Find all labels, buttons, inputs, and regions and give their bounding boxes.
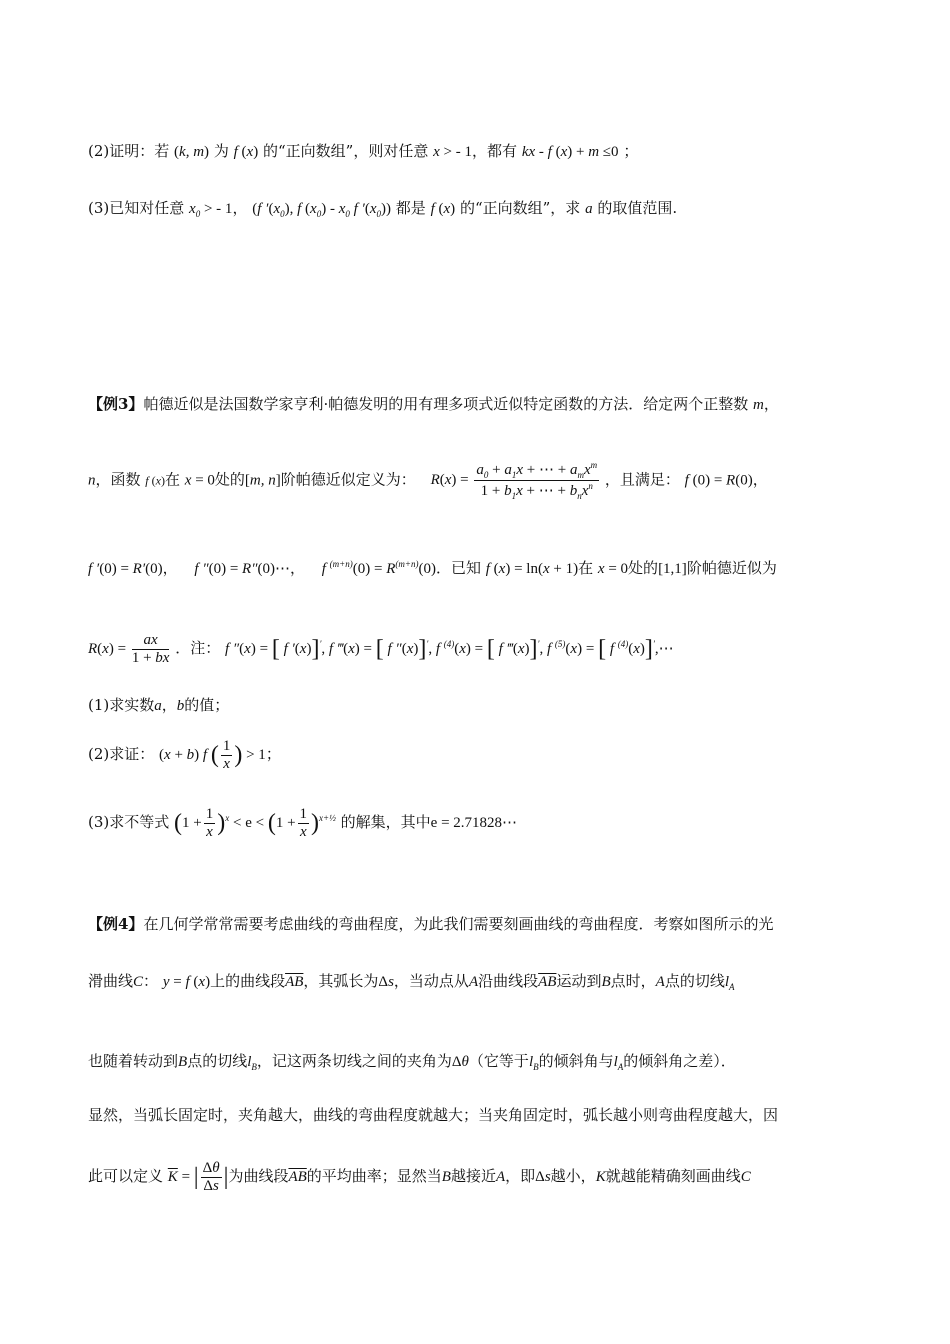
formula-n: n: [88, 472, 96, 489]
ex4-label: 【例4】: [88, 915, 144, 933]
formula-delta-theta: Δθ: [451, 1054, 469, 1070]
formula-fmn0: f $^{(m+n)}(0) = R^{(m+n)}(0)$: [321, 559, 436, 577]
ex4-line5: 此可以定义 $\overline{K}$ = | $\frac{\Delta\theta}{\Delta s}$ |为曲线段$\overline{AB}$的平均曲率；显然当B越接近A，即Δs越小，K就越能精确刻画曲线C: [88, 1160, 751, 1195]
formula-b: b: [176, 698, 185, 714]
ex3-part1: (1)求实数a，b的值；: [88, 696, 230, 714]
formula-fp0: f ′(0) = R′(0): [88, 561, 163, 577]
formula-pade-def: R(x) = $\frac{a_0 + a_1x + \cdots + a_mx^m}{1 + b_1x + \cdots + b_nx^n}$: [430, 460, 598, 502]
formula-lB: $l_B$: [247, 1054, 257, 1072]
formula-lA: $l_A$: [724, 974, 735, 992]
formula-ln: f (x) = ln(x + 1): [485, 561, 579, 577]
ex4-line2: 滑曲线C： y = f (x)上的曲线段$\overline{AB}$，其弧长为Δs，当动点从A沿曲线段$\overline{AB}$运动到B点时，A点的切线$l_A$: [88, 972, 735, 992]
formula-part3: (1 + $\frac{1}{x}$ )$^x$ < e < (1 + $\frac{1}{x}$ )$^{x+\frac{1}{2}}$: [174, 806, 336, 841]
formula-fx: f (x): [233, 144, 259, 160]
formula-x-gt-neg1: x > - 1: [433, 144, 473, 160]
formula-m: m: [753, 397, 764, 413]
formula-K-bar: $\overline{K}$ = | $\frac{\Delta\theta}{\Delta s}$ |: [167, 1160, 229, 1195]
formula-y-fx: y = f (x): [162, 974, 211, 990]
formula-x-eq-0: x = 0: [184, 472, 215, 489]
formula-Rx-approx: R(x) = $\frac{ax}{1 + bx}$: [88, 632, 170, 667]
formula-11: [1,1]: [658, 561, 687, 577]
formula-part2: (x + b) f ( $\frac{1}{x}$ ) > 1: [159, 738, 266, 773]
ex4-line1: 【例4】在几何学常常需要考虑曲线的弯曲程度，为此我们需要刻画曲线的弯曲程度．考察如图所示的光: [88, 915, 774, 933]
ex3-part3: (3)求不等式 (1 + $\frac{1}{x}$ )$^x$ < e < (1 + $\frac{1}{x}$ )$^{x+\frac{1}{2}}$ 的解集，其中e = 2.71828⋯: [88, 806, 518, 841]
formula-delta-s: Δs: [378, 974, 394, 990]
formula-pair: (f $'(x_0)$, f $(x_0) - x_0$ f $'(x_0)$): [252, 201, 391, 219]
formula-mn: [m, n]: [244, 472, 281, 489]
ex3-line1: 【例3】帕德近似是法国数学家亨利·帕德发明的用有理多项式近似特定函数的方法．给定两个正整数 m，: [88, 395, 779, 413]
ex3-line3: f ′(0) = R′(0)， f ″(0) = R″(0)⋯， f $^{(m+n)}(0) = R^{(m+n)}(0)$．已知 f (x) = ln(x + 1)在 x = 0处的[1,1]阶帕德近似为: [88, 559, 777, 577]
ex3-line2: n，函数 f (x)在 x = 0处的[m, n]阶帕德近似定义为： R(x) = $\frac{a_0 + a_1x + \cdots + a_mx^m}{1 + b_1x + \cdots + b_nx^n}$ ，且满足： f (0) = R(0)，: [88, 460, 768, 502]
formula-kx-ineq: kx - f (x) + m ≤0: [521, 144, 619, 160]
formula-fpp0: f ″(0) = R″(0)⋯: [194, 561, 290, 577]
formula-a: a: [585, 201, 593, 217]
formula-a: a: [154, 698, 162, 714]
q3-line: (3)已知对任意 $x_0$ > - 1， (f $'(x_0)$, f $(x_0) - x_0$ f $'(x_0)$) 都是 f (x) 的“正向数组”，求 a 的取值范围.: [88, 199, 678, 219]
formula-fx-small: f (x): [145, 473, 165, 488]
ex3-line4: R(x) = $\frac{ax}{1 + bx}$ ．注： f ″(x) = [ f ′(x)]′, f ‴(x) = [ f ″(x)]′, f $^{(4)}$(x) = [ f ‴(x)]′, f $^{(5)}$(x) = [ f $^{(4)}$(x)]′,⋯: [88, 632, 674, 667]
formula-fx: f (x): [430, 201, 456, 217]
e-value: e = 2.71828⋯: [430, 815, 518, 832]
formula-x0-gt-neg1: $x_0$ > - 1: [189, 201, 233, 219]
formula-km: (k, m): [174, 144, 210, 160]
formula-x-eq-0: x = 0: [597, 561, 629, 577]
ex3-part2: (2)求证： (x + b) f ( $\frac{1}{x}$ ) > 1；: [88, 738, 281, 773]
formula-derivative-notes: f ″(x) = [ f ′(x)]′, f ‴(x) = [ f ″(x)]′, f $^{(4)}$(x) = [ f ‴(x)]′, f $^{(5)}$(x) = [ f $^{(4)}$(x)]′,⋯: [225, 636, 674, 663]
q2-line: (2)证明：若 (k, m) 为 f (x) 的“正向数组”，则对任意 x > - 1，都有 kx - f (x) + m ≤0 ；: [88, 142, 639, 160]
ex4-line3: 也随着转动到B点的切线$l_B$，记这两条切线之间的夹角为Δθ（它等于$l_B$的倾斜角与$l_A$的倾斜角之差）．: [88, 1052, 736, 1072]
ex3-label: 【例3】: [88, 395, 144, 413]
formula-arc-AB: $\overline{AB}$: [285, 974, 304, 990]
ex4-line4: 显然，当弧长固定时，夹角越大，曲线的弯曲程度就越大；当夹角固定时，弧长越小则弯曲程度越大，因: [88, 1106, 779, 1124]
formula-f0-eq-R0: f (0) = R(0): [684, 472, 753, 489]
